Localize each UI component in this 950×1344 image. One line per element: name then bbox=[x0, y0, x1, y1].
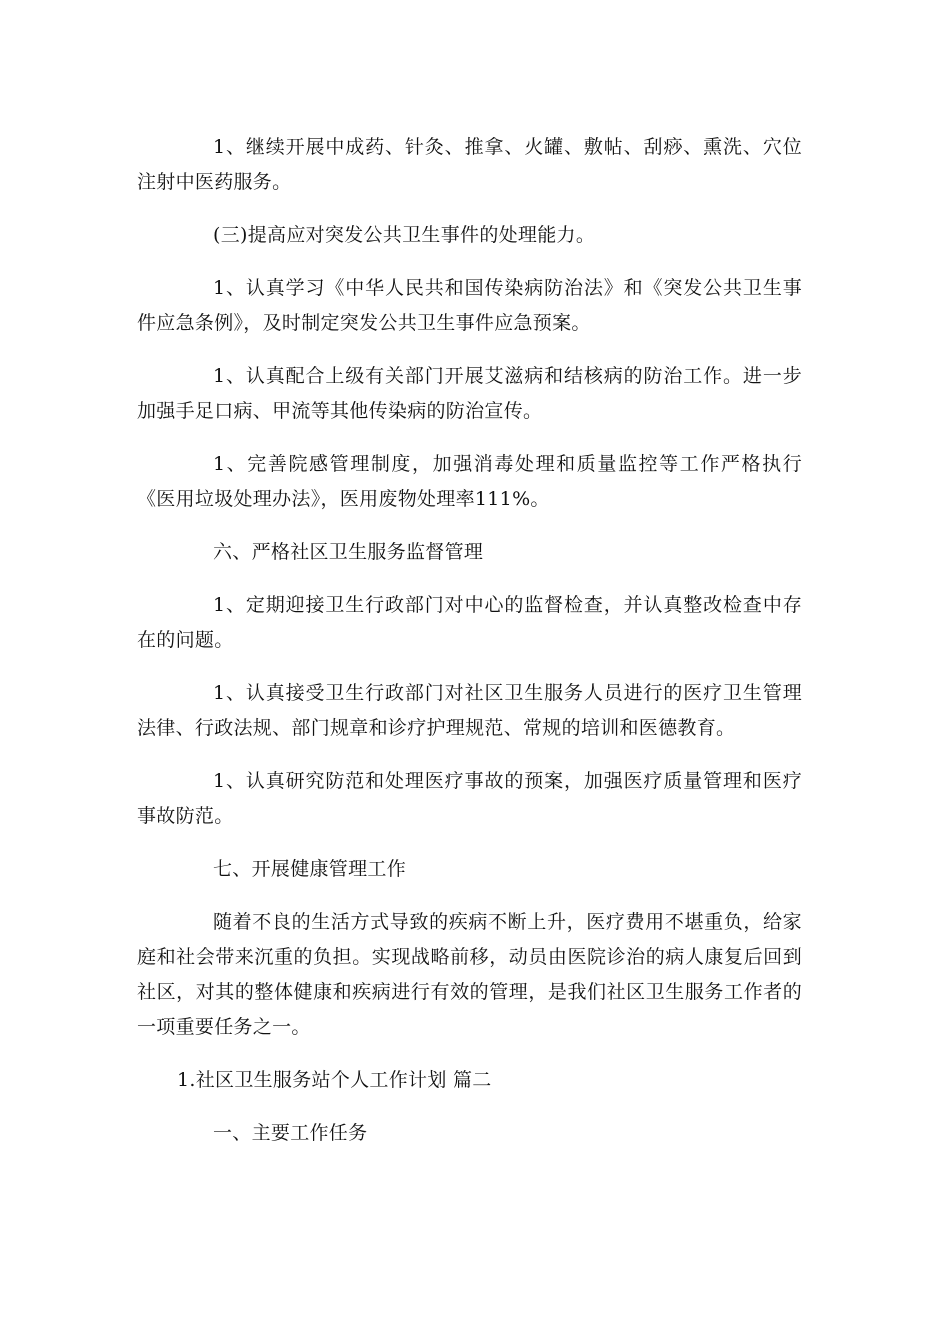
paragraph-training: 1、认真接受卫生行政部门对社区卫生服务人员进行的医疗卫生管理法律、行政法规、部门规章和诊疗护理规范、常规的培训和医德教育。 bbox=[137, 682, 802, 739]
paragraph-tcm-services: 1、继续开展中成药、针灸、推拿、火罐、敷帖、刮痧、熏洗、穴位注射中医药服务。 bbox=[137, 136, 802, 193]
paragraph-disease-prevention: 1、认真配合上级有关部门开展艾滋病和结核病的防治工作。进一步加强手足口病、甲流等其他传染病的防治宣传。 bbox=[137, 365, 802, 422]
document-body bbox=[137, 130, 802, 1169]
section-heading-main-tasks: 一、主要工作任务 bbox=[213, 1122, 368, 1144]
article-title-part-two: 1.社区卫生服务站个人工作计划 篇二 bbox=[177, 1069, 492, 1091]
paragraph-emergency-heading: (三)提高应对突发公共卫生事件的处理能力。 bbox=[213, 224, 596, 246]
paragraph-infection-control: 1、完善院感管理制度，加强消毒处理和质量监控等工作严格执行《医用垃圾处理办法》，医用废物处理率111%。 bbox=[137, 453, 802, 510]
section-heading-health-management: 七、开展健康管理工作 bbox=[213, 858, 407, 880]
paragraph-accident-prevention: 1、认真研究防范和处理医疗事故的预案，加强医疗质量管理和医疗事故防范。 bbox=[137, 770, 802, 827]
section-heading-supervision: 六、严格社区卫生服务监督管理 bbox=[213, 541, 484, 563]
paragraph-health-management: 随着不良的生活方式导致的疾病不断上升，医疗费用不堪重负，给家庭和社会带来沉重的负担。实现战略前移，动员由医院诊治的病人康复后回到社区，对其的整体健康和疾病进行有效的管理，是我们社区卫生服务工作者的一项重要任务之一。 bbox=[137, 911, 802, 1038]
paragraph-inspection: 1、定期迎接卫生行政部门对中心的监督检查，并认真整改检查中存在的问题。 bbox=[137, 594, 802, 651]
paragraph-study-law: 1、认真学习《中华人民共和国传染病防治法》和《突发公共卫生事件应急条例》，及时制定突发公共卫生事件应急预案。 bbox=[137, 277, 802, 334]
